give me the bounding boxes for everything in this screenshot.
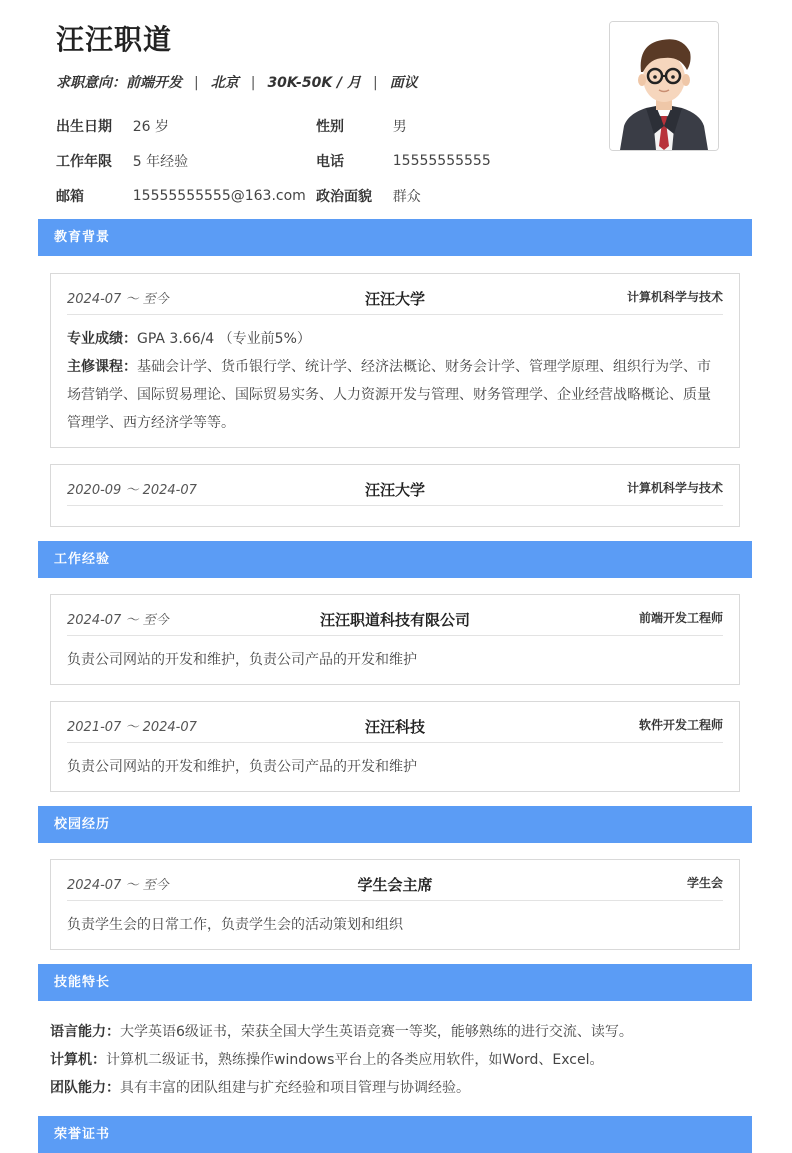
education-card: [50, 464, 740, 527]
card-date: 2024-07 ～ 至今: [67, 613, 169, 628]
education-card: [50, 273, 740, 448]
skill-label: 计算机：: [50, 1052, 106, 1068]
card-role: 计算机科学与技术: [626, 481, 723, 495]
courses-label: 主修课程：: [67, 359, 137, 375]
work-card: [50, 594, 740, 685]
card-body: [51, 315, 739, 449]
section-honors: 荣誉证书: [38, 1116, 752, 1153]
section-skills: 技能特长: [38, 964, 752, 1001]
section-education: 教育背景: [38, 219, 752, 256]
info-row: [56, 143, 576, 178]
skill-value: 具有丰富的团队组建与扩充经验和项目管理与协调经验。: [120, 1080, 470, 1096]
card-header: [67, 465, 723, 506]
card-body: 负责公司网站的开发和维护，负责公司产品的开发和维护: [67, 652, 417, 668]
skill-value: 大学英语6级证书，荣获全国大学生英语竞赛一等奖，能够熟练的进行交流、读写。: [120, 1024, 633, 1040]
separator: |: [373, 75, 378, 91]
info-value: 男: [392, 118, 407, 135]
info-value: 26 岁: [132, 118, 170, 135]
card-role: 学生会: [686, 876, 723, 890]
info-label: 工作年限: [56, 153, 112, 170]
card-header: [67, 860, 723, 901]
card-role: 前端开发工程师: [638, 611, 723, 625]
card-title: 汪汪大学: [364, 290, 425, 308]
separator: |: [250, 75, 256, 91]
card-date: 2024-07 ～ 至今: [67, 292, 169, 307]
avatar-icon: [610, 22, 718, 150]
card-body: 负责学生会的日常工作，负责学生会的活动策划和组织: [67, 917, 403, 933]
card-title: 学生会主席: [357, 876, 433, 894]
job-intent-prefix: 求职意向：: [56, 75, 126, 91]
info-value: 15555555555@163.com: [132, 187, 306, 204]
info-value: 15555555555: [392, 152, 491, 169]
skill-item: [50, 1046, 740, 1074]
card-title: 汪汪职道科技有限公司: [319, 611, 470, 629]
gpa-line: [67, 325, 723, 353]
card-date: 2024-07 ～ 至今: [67, 878, 169, 893]
info-value: 5 年经验: [132, 153, 189, 170]
card-header: [67, 274, 723, 315]
card-body: 负责公司网站的开发和维护，负责公司产品的开发和维护: [67, 759, 417, 775]
job-intent: [56, 72, 418, 92]
card-title: 汪汪科技: [364, 718, 425, 736]
card-header: [67, 702, 723, 743]
skill-value: 计算机二级证书，熟练操作windows平台上的各类应用软件，如Word、Excel。: [106, 1052, 604, 1068]
info-label: 电话: [316, 153, 344, 170]
courses-line: [67, 353, 723, 437]
work-card: [50, 701, 740, 792]
gpa-label: 专业成绩：: [67, 331, 137, 347]
skill-item: [50, 1018, 740, 1046]
info-label: 性别: [316, 118, 344, 135]
courses-value: 基础会计学、货币银行学、统计学、经济法概论、财务会计学、管理学原理、组织行为学、市场营销学、国际贸易理论、国际贸易实务、人力资源开发与管理、财务管理学、企业经营战略概论、质量管理学、西方经济学等等。: [67, 359, 711, 431]
resume-name: 汪汪职道: [56, 23, 173, 56]
info-label: 邮箱: [56, 188, 84, 205]
skill-label: 团队能力：: [50, 1080, 120, 1096]
personal-info: [56, 108, 576, 213]
section-work: 工作经验: [38, 541, 752, 578]
card-header: [67, 595, 723, 636]
profile-photo: [609, 21, 719, 151]
info-label: 出生日期: [56, 118, 112, 135]
skill-item: [50, 1074, 740, 1102]
info-row: [56, 108, 576, 143]
info-label: 政治面貌: [316, 188, 372, 205]
gpa-value: GPA 3.66/4 （专业前5%）: [137, 331, 311, 347]
skill-label: 语言能力：: [50, 1024, 120, 1040]
skills-list: [50, 1018, 740, 1102]
card-date: 2020-09 ～ 2024-07: [67, 483, 197, 498]
card-date: 2021-07 ～ 2024-07: [67, 720, 197, 735]
job-intent-city: 北京: [210, 75, 239, 91]
card-title: 汪汪大学: [364, 481, 425, 499]
section-campus: 校园经历: [38, 806, 752, 843]
job-intent-role: 前端开发: [126, 75, 182, 91]
separator: |: [194, 75, 199, 91]
card-role: 计算机科学与技术: [626, 290, 723, 304]
job-intent-schedule: 面议: [389, 75, 418, 91]
card-role: 软件开发工程师: [638, 718, 723, 732]
campus-card: [50, 859, 740, 950]
info-value: 群众: [392, 188, 421, 205]
job-intent-salary: 30K-50K / 月: [267, 75, 362, 91]
info-row: [56, 178, 576, 213]
